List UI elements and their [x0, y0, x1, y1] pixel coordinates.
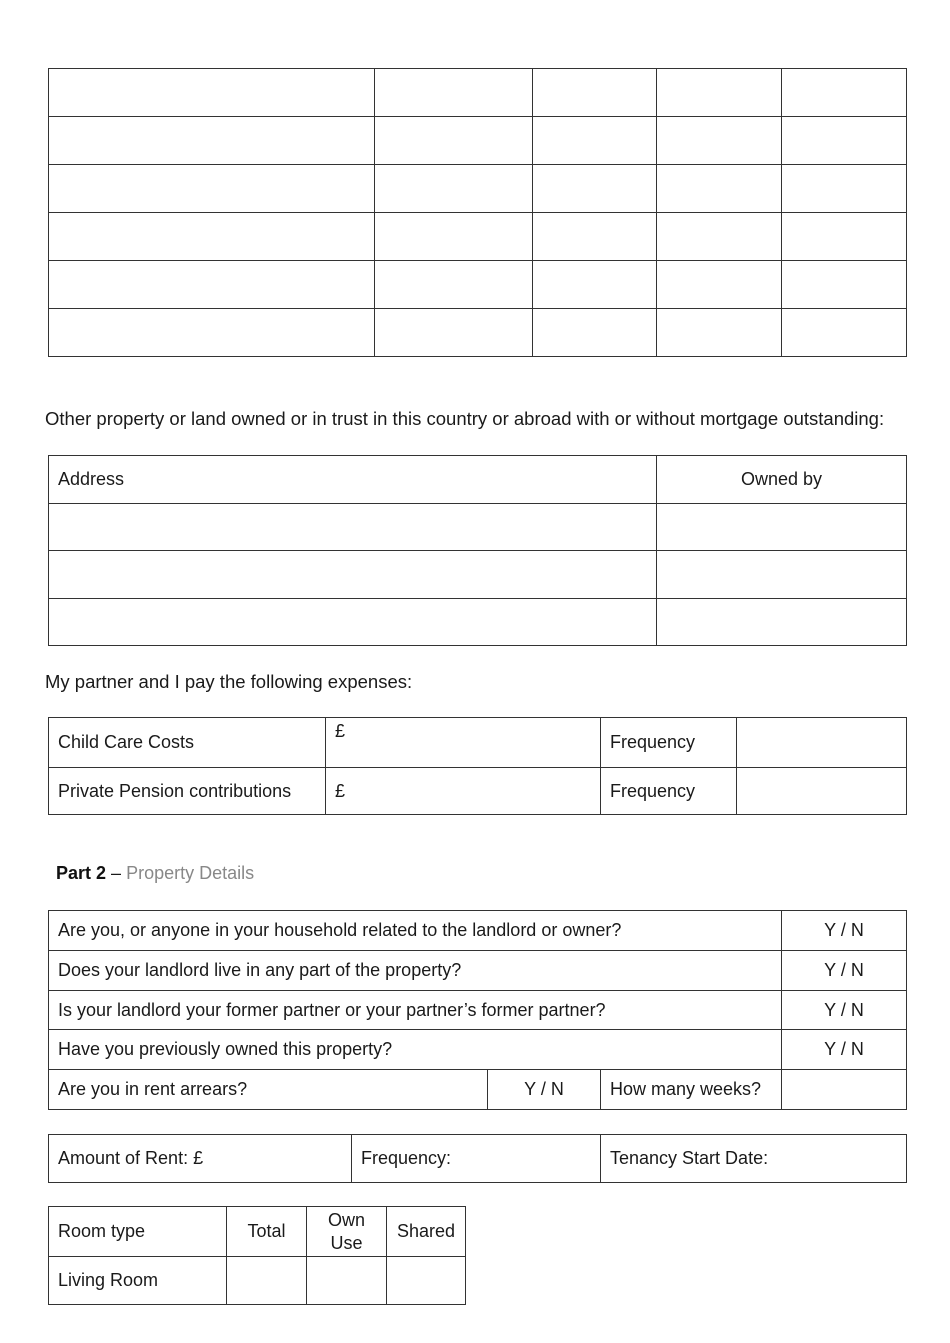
- grid-cell[interactable]: [49, 309, 375, 357]
- frequency-label: Frequency: [601, 768, 737, 815]
- table-row: [49, 309, 907, 357]
- grid-cell[interactable]: [533, 309, 657, 357]
- owned-by-input[interactable]: [657, 504, 907, 551]
- other-property-heading: Other property or land owned or in trust in this country or abroad with or without mortgage outstanding:: [45, 408, 885, 429]
- weeks-label: How many weeks?: [601, 1070, 782, 1110]
- questions-body: [49, 911, 907, 1110]
- top-grid-body: [49, 69, 907, 357]
- table-row: [49, 1135, 907, 1183]
- room-type-header: Room type: [49, 1207, 227, 1257]
- question-row: [49, 1030, 907, 1070]
- top-blank-grid: [48, 68, 907, 357]
- arrears-answer[interactable]: Y / N: [488, 1070, 601, 1110]
- expenses-table-body: [49, 718, 907, 815]
- grid-cell[interactable]: [782, 117, 907, 165]
- grid-cell[interactable]: [533, 165, 657, 213]
- property-table-body: [49, 456, 907, 646]
- shared-header: Shared: [387, 1207, 466, 1257]
- grid-cell[interactable]: [782, 165, 907, 213]
- address-input[interactable]: [49, 504, 657, 551]
- grid-cell[interactable]: [533, 213, 657, 261]
- property-questions-table: [48, 910, 907, 1110]
- owned-by-header: Owned by: [657, 456, 907, 504]
- part-dash: –: [111, 863, 122, 883]
- grid-cell[interactable]: [375, 309, 533, 357]
- part2-title: [56, 863, 254, 884]
- grid-cell[interactable]: [657, 165, 782, 213]
- question-row: [49, 951, 907, 991]
- pension-frequency-input[interactable]: [737, 768, 907, 815]
- grid-cell[interactable]: [657, 261, 782, 309]
- yes-no-answer[interactable]: Y / N: [782, 951, 907, 991]
- shared-input[interactable]: [387, 1257, 466, 1305]
- yes-no-answer[interactable]: Y / N: [782, 991, 907, 1030]
- child-care-label: Child Care Costs: [49, 718, 326, 768]
- question-text: Is your landlord your former partner or your partner’s former partner?: [49, 991, 782, 1030]
- address-input[interactable]: [49, 551, 657, 599]
- grid-cell[interactable]: [657, 117, 782, 165]
- grid-cell[interactable]: [533, 69, 657, 117]
- weeks-input[interactable]: [782, 1070, 907, 1110]
- part-subtitle: Property Details: [126, 863, 255, 883]
- arrears-question: Are you in rent arrears?: [49, 1070, 488, 1110]
- table-row: [49, 718, 907, 768]
- table-row: [49, 69, 907, 117]
- address-header: Address: [49, 456, 657, 504]
- grid-cell[interactable]: [375, 69, 533, 117]
- child-care-frequency-input[interactable]: [737, 718, 907, 768]
- table-row: [49, 551, 907, 599]
- property-table: [48, 455, 907, 646]
- grid-cell[interactable]: [782, 69, 907, 117]
- grid-cell[interactable]: [49, 261, 375, 309]
- address-input[interactable]: [49, 599, 657, 646]
- table-row: [49, 1257, 466, 1305]
- table-row: [49, 768, 907, 815]
- question-text: Are you, or anyone in your household related to the landlord or owner?: [49, 911, 782, 951]
- grid-cell[interactable]: [49, 165, 375, 213]
- pension-amount-input[interactable]: [326, 768, 601, 815]
- rooms-body: [49, 1207, 466, 1305]
- grid-cell[interactable]: [375, 117, 533, 165]
- grid-cell[interactable]: [375, 261, 533, 309]
- owned-by-input[interactable]: [657, 599, 907, 646]
- table-row: [49, 165, 907, 213]
- tenancy-start-field[interactable]: Tenancy Start Date:: [601, 1135, 907, 1183]
- own-use-header: Own Use: [307, 1207, 387, 1257]
- grid-cell[interactable]: [782, 213, 907, 261]
- rent-frequency-field[interactable]: Frequency:: [352, 1135, 601, 1183]
- currency-symbol: £: [335, 721, 346, 741]
- grid-cell[interactable]: [49, 69, 375, 117]
- table-row: [49, 213, 907, 261]
- question-row: [49, 991, 907, 1030]
- rent-amount-field[interactable]: Amount of Rent: £: [49, 1135, 352, 1183]
- owned-by-input[interactable]: [657, 551, 907, 599]
- grid-cell[interactable]: [533, 117, 657, 165]
- grid-cell[interactable]: [375, 165, 533, 213]
- table-row: [49, 599, 907, 646]
- room-type-cell: Living Room: [49, 1257, 227, 1305]
- expenses-heading: My partner and I pay the following expenses:: [45, 671, 413, 692]
- frequency-label: Frequency: [601, 718, 737, 768]
- arrears-row: [49, 1070, 907, 1110]
- total-input[interactable]: [227, 1257, 307, 1305]
- total-header: Total: [227, 1207, 307, 1257]
- grid-cell[interactable]: [49, 213, 375, 261]
- grid-cell[interactable]: [49, 117, 375, 165]
- rent-body: [49, 1135, 907, 1183]
- question-text: Does your landlord live in any part of the property?: [49, 951, 782, 991]
- grid-cell[interactable]: [533, 261, 657, 309]
- part-label: Part 2: [56, 863, 107, 883]
- own-use-input[interactable]: [307, 1257, 387, 1305]
- question-row: [49, 911, 907, 951]
- grid-cell[interactable]: [782, 309, 907, 357]
- rent-table: [48, 1134, 907, 1183]
- yes-no-answer[interactable]: Y / N: [782, 911, 907, 951]
- child-care-amount-input[interactable]: [326, 718, 601, 768]
- question-text: Have you previously owned this property?: [49, 1030, 782, 1070]
- grid-cell[interactable]: [657, 213, 782, 261]
- pension-label: Private Pension contributions: [49, 768, 326, 815]
- table-row: [49, 117, 907, 165]
- table-header-row: [49, 456, 907, 504]
- grid-cell[interactable]: [657, 309, 782, 357]
- table-row: [49, 261, 907, 309]
- yes-no-answer[interactable]: Y / N: [782, 1030, 907, 1070]
- expenses-table: [48, 717, 907, 815]
- grid-cell[interactable]: [782, 261, 907, 309]
- currency-symbol: £: [335, 780, 346, 801]
- table-row: [49, 504, 907, 551]
- table-header-row: [49, 1207, 466, 1257]
- grid-cell[interactable]: [657, 69, 782, 117]
- grid-cell[interactable]: [375, 213, 533, 261]
- rooms-table: [48, 1206, 466, 1305]
